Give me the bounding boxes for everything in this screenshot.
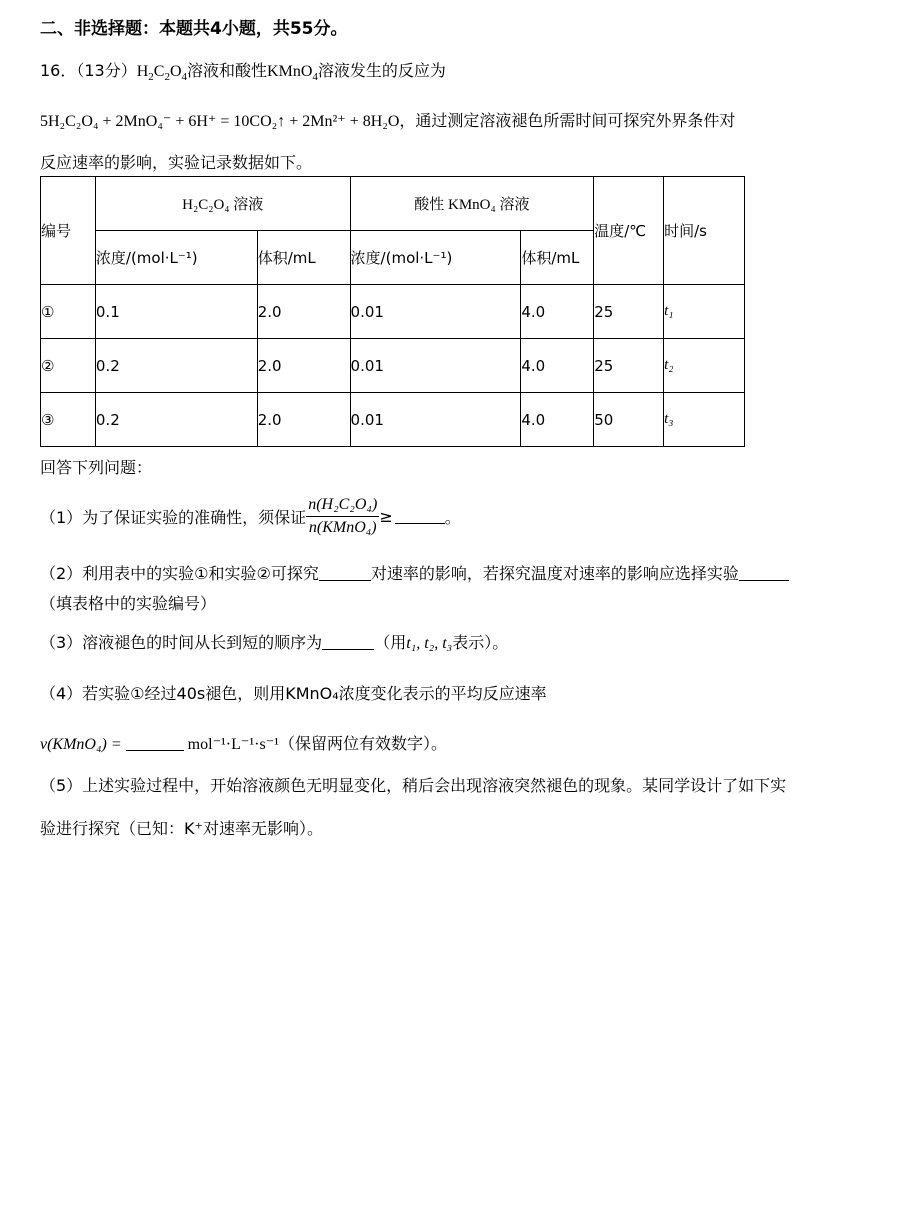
row-id: ② bbox=[41, 339, 96, 393]
mole-ratio-fraction bbox=[306, 494, 379, 539]
reaction-equation-line bbox=[40, 108, 735, 131]
q2-prefix: （2）利用表中的实验①和实验②可探究 bbox=[40, 564, 319, 583]
row-conc-1: 0.2 bbox=[95, 393, 257, 447]
equation-tail: ，通过测定溶液褪色所需时间可探究外界条件对 bbox=[399, 111, 736, 130]
header-group-h2c2o4: H₂C₂O₄ 溶液 bbox=[95, 177, 350, 231]
q4-rate-line bbox=[40, 731, 447, 754]
row-temp: 25 bbox=[594, 339, 664, 393]
header-id: 编号 bbox=[41, 177, 96, 285]
subheader-conc-1: 浓度/(mol·L⁻¹) bbox=[95, 231, 257, 285]
rate-note: （保留两位有效数字）。 bbox=[278, 734, 447, 753]
row-conc-1: 0.1 bbox=[95, 285, 257, 339]
sub-question-2 bbox=[40, 561, 789, 584]
answer-blank[interactable] bbox=[739, 566, 789, 581]
q5-line-2: 验进行探究（已知：K⁺对速率无影响）。 bbox=[40, 819, 323, 838]
answer-blank[interactable] bbox=[322, 635, 374, 650]
row-time: t₃ bbox=[664, 393, 745, 447]
table-row bbox=[41, 285, 745, 339]
question-line-3: 反应速率的影响，实验记录数据如下。 bbox=[40, 153, 313, 172]
answer-blank[interactable] bbox=[126, 736, 184, 751]
sub-question-5: （5）上述实验过程中，开始溶液颜色无明显变化，稍后会出现溶液突然褪色的现象。某同学设计了如下实 bbox=[40, 776, 787, 795]
section-header: 二、非选择题：本题共4小题，共55分。 bbox=[40, 19, 348, 39]
question-number: 16．（13分） bbox=[40, 61, 137, 80]
subheader-conc-2: 浓度/(mol·L⁻¹) bbox=[350, 231, 521, 285]
header-temperature: 温度/℃ bbox=[594, 177, 664, 285]
subheader-vol-2: 体积/mL bbox=[521, 231, 594, 285]
fraction-denominator: n(KMnO₄) bbox=[308, 518, 377, 536]
row-time: t₁ bbox=[664, 285, 745, 339]
row-conc-2: 0.01 bbox=[350, 339, 521, 393]
q2-line-2: （填表格中的实验编号） bbox=[40, 594, 217, 613]
q3-end: 表示）。 bbox=[452, 633, 509, 652]
row-vol-2: 4.0 bbox=[521, 339, 594, 393]
row-temp: 50 bbox=[594, 393, 664, 447]
row-temp: 25 bbox=[594, 285, 664, 339]
row-id: ③ bbox=[41, 393, 96, 447]
row-vol-1: 2.0 bbox=[257, 285, 350, 339]
formula-c: C bbox=[153, 63, 165, 80]
sub-question-1 bbox=[40, 488, 461, 544]
answer-blank[interactable] bbox=[319, 566, 371, 581]
q3-prefix: （3）溶液褪色的时间从长到短的顺序为 bbox=[40, 633, 323, 652]
row-time: t₂ bbox=[664, 339, 745, 393]
rate-unit: mol⁻¹·L⁻¹·s⁻¹ bbox=[187, 736, 279, 753]
intro-text-2: 溶液发生的反应为 bbox=[317, 61, 446, 80]
sub-question-4: （4）若实验①经过40s褪色，则用KMnO₄浓度变化表示的平均反应速率 bbox=[40, 684, 547, 703]
question-16-intro: 16．（13分）$H_2C_2O_4$溶液和酸性KMnO$_4$溶液发生的反应为 bbox=[40, 61, 446, 83]
experiment-table bbox=[40, 176, 745, 447]
q3-mid: （用 bbox=[374, 633, 407, 652]
table-row bbox=[41, 393, 745, 447]
answer-blank[interactable] bbox=[395, 509, 445, 524]
q1-end: 。 bbox=[444, 507, 461, 527]
row-conc-2: 0.01 bbox=[350, 393, 521, 447]
header-group-kmno4: 酸性 KMnO₄ 溶液 bbox=[350, 177, 594, 231]
formula-o: O bbox=[169, 63, 182, 80]
sub-question-3 bbox=[40, 630, 508, 653]
q3-variables: t₁, t₂, t₃ bbox=[406, 635, 453, 652]
formula-kmno: KMnO bbox=[267, 63, 313, 80]
reaction-equation: 5H₂C₂O₄ + 2MnO₄⁻ + 6H⁺ = 10CO₂↑ + 2Mn²⁺ + 8H₂O bbox=[40, 113, 400, 130]
q2-mid: 对速率的影响，若探究温度对速率的影响应选择实验 bbox=[370, 564, 739, 583]
header-time: 时间/s bbox=[664, 177, 745, 285]
fraction-numerator: n(H₂C₂O₄) bbox=[306, 494, 379, 517]
table-row bbox=[41, 339, 745, 393]
row-conc-2: 0.01 bbox=[350, 285, 521, 339]
row-vol-1: 2.0 bbox=[257, 393, 350, 447]
q1-prefix: （1）为了保证实验的准确性，须保证 bbox=[40, 507, 307, 527]
row-id: ① bbox=[41, 285, 96, 339]
intro-text-1: 溶液和酸性 bbox=[187, 61, 268, 80]
rate-label: v(KMnO₄) = bbox=[40, 736, 122, 753]
row-conc-1: 0.2 bbox=[95, 339, 257, 393]
answer-prompt: 回答下列问题： bbox=[40, 458, 153, 477]
formula-h: H bbox=[136, 63, 149, 80]
subheader-vol-1: 体积/mL bbox=[257, 231, 350, 285]
row-vol-1: 2.0 bbox=[257, 339, 350, 393]
row-vol-2: 4.0 bbox=[521, 285, 594, 339]
q1-geq: ≥ bbox=[379, 506, 393, 526]
row-vol-2: 4.0 bbox=[521, 393, 594, 447]
